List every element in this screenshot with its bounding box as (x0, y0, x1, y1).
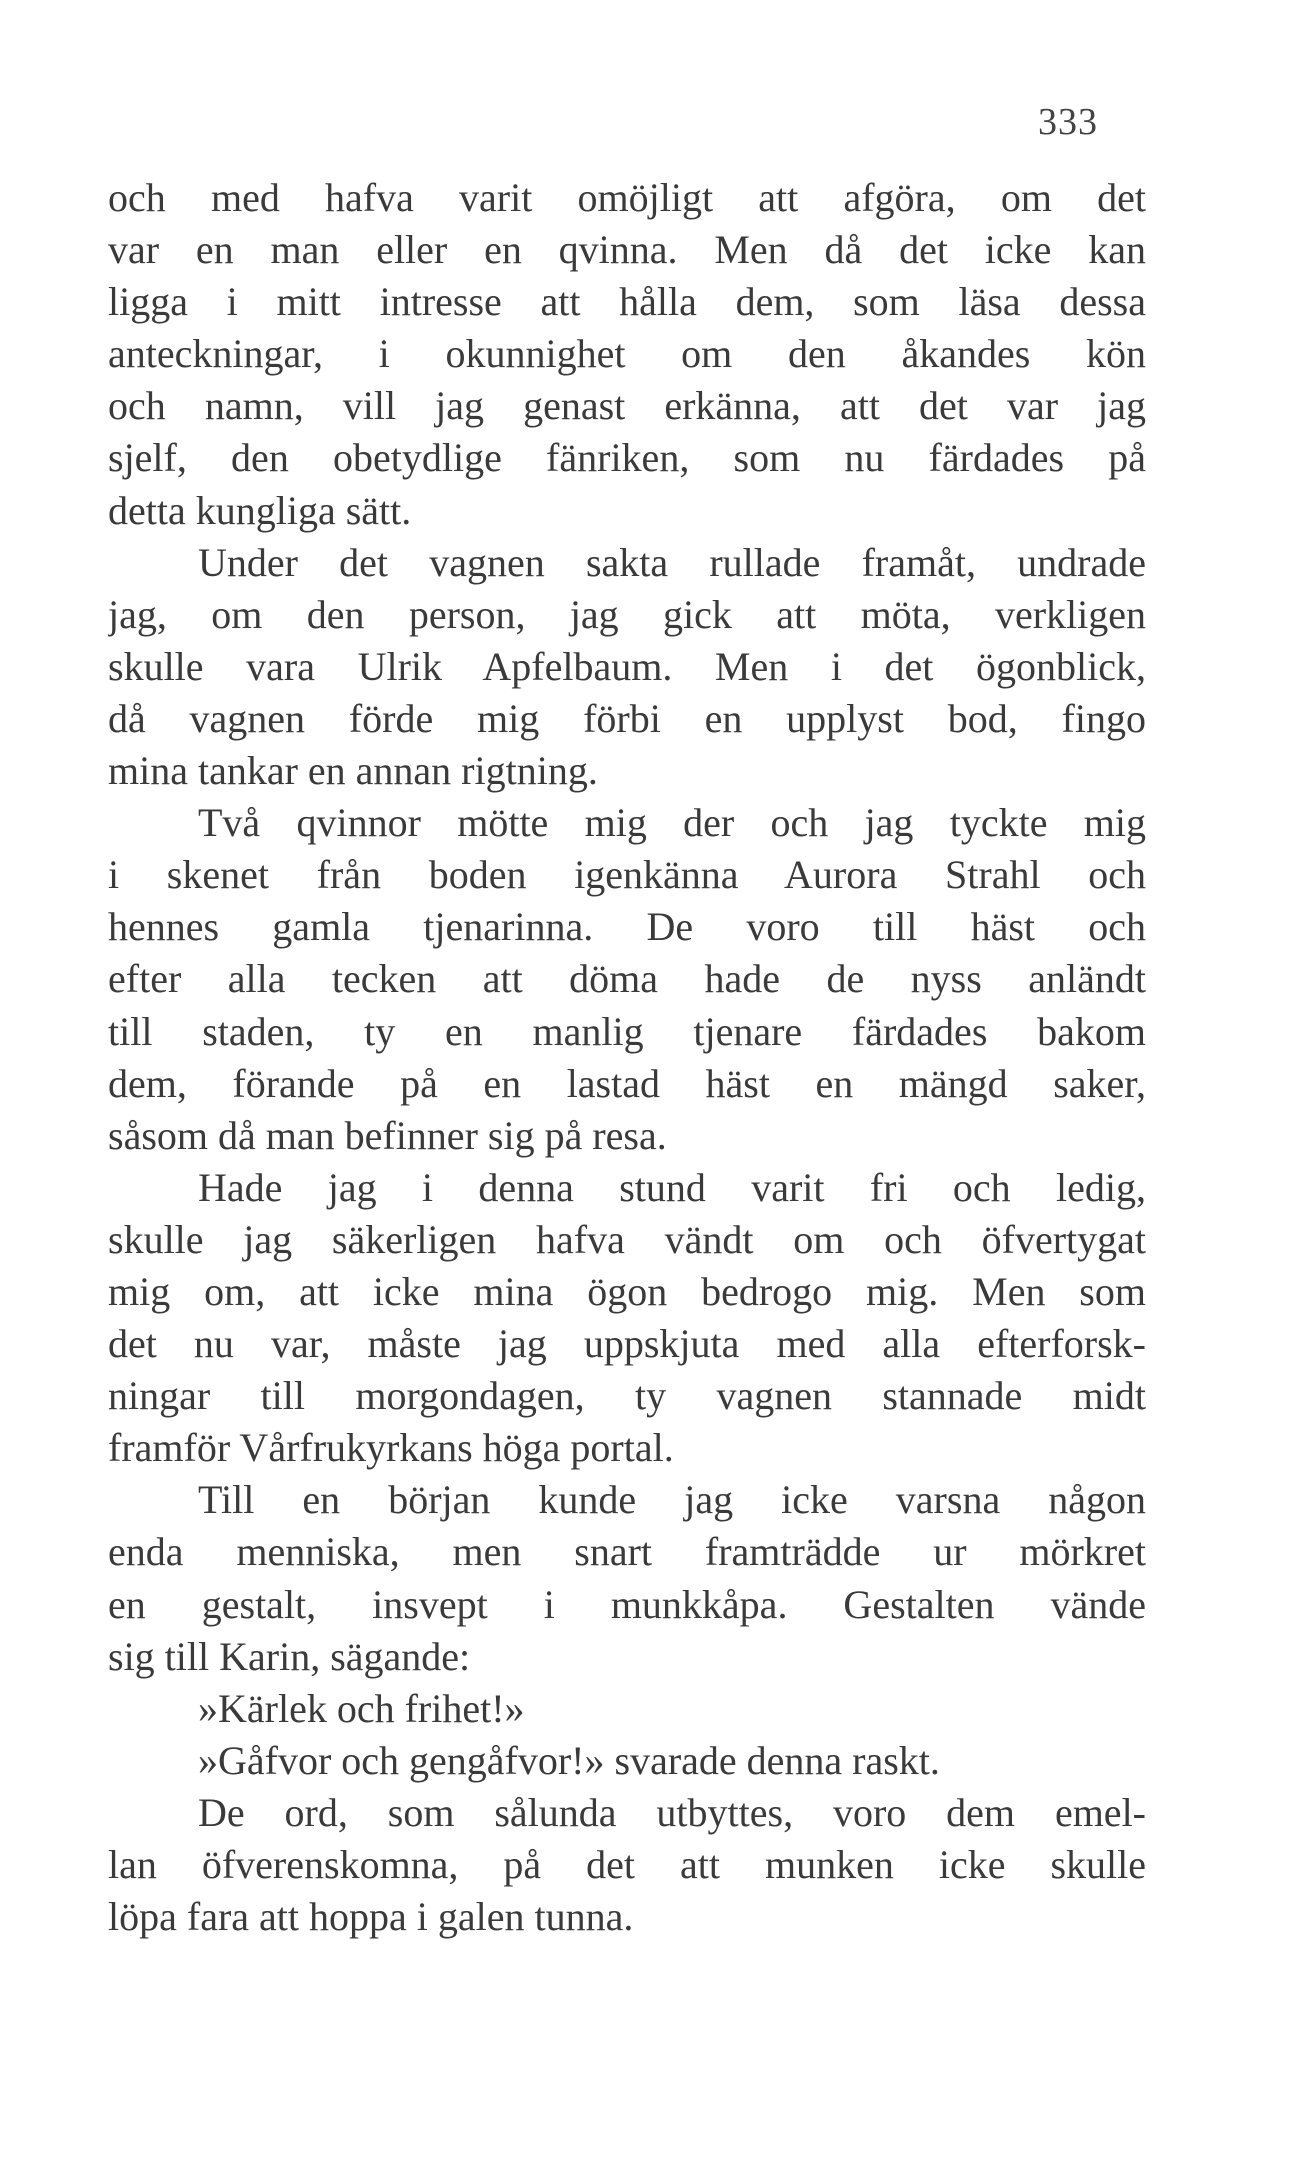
text-line: mig om, att icke mina ögon bedrogo mig. Men som (108, 1268, 1146, 1314)
text-line: Två qvinnor mötte mig der och jag tyckte mig (198, 800, 1146, 846)
text-line: efter alla tecken att döma hade de nyss anländt (108, 956, 1146, 1002)
text-line: såsom då man befinner sig på resa. (108, 1112, 667, 1158)
text-line: »Gåfvor och gengåfvor!» svarade denna raskt. (198, 1737, 940, 1783)
text-line: enda menniska, men snart framträdde ur mörkret (108, 1529, 1146, 1575)
text-line: sig till Karin, sägande: (108, 1633, 471, 1679)
text-line: detta kungliga sätt. (108, 487, 412, 533)
text-line: Under det vagnen sakta rullade framåt, undrade (198, 539, 1146, 585)
text-line: ningar till morgondagen, ty vagnen stannade midt (108, 1373, 1146, 1419)
text-line: dem, förande på en lastad häst en mängd saker, (108, 1060, 1146, 1106)
text-line: ligga i mitt intresse att hålla dem, som läsa dessa (108, 279, 1146, 325)
text-line: jag, om den person, jag gick att möta, verkligen (108, 591, 1146, 637)
text-line: mina tankar en annan rigtning. (108, 748, 598, 794)
text-line: skulle vara Ulrik Apfelbaum. Men i det ögonblick, (108, 643, 1146, 689)
text-line: och namn, vill jag genast erkänna, att det var jag (108, 383, 1146, 429)
text-line: var en man eller en qvinna. Men då det icke kan (108, 227, 1146, 273)
text-line: lan öfverenskomna, på det att munken icke skulle (108, 1842, 1146, 1887)
text-line: De ord, som sålunda utbyttes, voro dem emel- (198, 1789, 1146, 1835)
text-line: Till en början kunde jag icke varsna någon (198, 1477, 1146, 1523)
text-line: »Kärlek och frihet!» (198, 1685, 525, 1731)
text-line: framför Vårfrukyrkans höga portal. (108, 1425, 674, 1471)
text-line: då vagnen förde mig förbi en upplyst bod, fingo (108, 695, 1146, 741)
text-line: anteckningar, i okunnighet om den åkandes kön (108, 331, 1146, 377)
text-line: och med hafva varit omöjligt att afgöra, om det (108, 175, 1146, 220)
text-line: Hade jag i denna stund varit fri och ledig, (198, 1164, 1146, 1210)
text-line: i skenet från boden igenkänna Aurora Strahl och (108, 852, 1146, 898)
page-number: 333 (1038, 101, 1098, 143)
text-line: sjelf, den obetydlige fänriken, som nu färdades på (108, 435, 1146, 481)
text-line: hennes gamla tjenarinna. De voro till häst och (108, 904, 1146, 950)
text-line: löpa fara att hoppa i galen tunna. (108, 1894, 634, 1940)
text-line: en gestalt, insvept i munkkåpa. Gestalten vände (108, 1581, 1146, 1627)
text-line: till staden, ty en manlig tjenare färdades bakom (108, 1008, 1146, 1054)
text-line: skulle jag säkerligen hafva vändt om och öfvertygat (108, 1216, 1146, 1262)
body-text (108, 172, 1146, 1943)
text-line: det nu var, måste jag uppskjuta med alla efterforsk- (108, 1321, 1146, 1367)
